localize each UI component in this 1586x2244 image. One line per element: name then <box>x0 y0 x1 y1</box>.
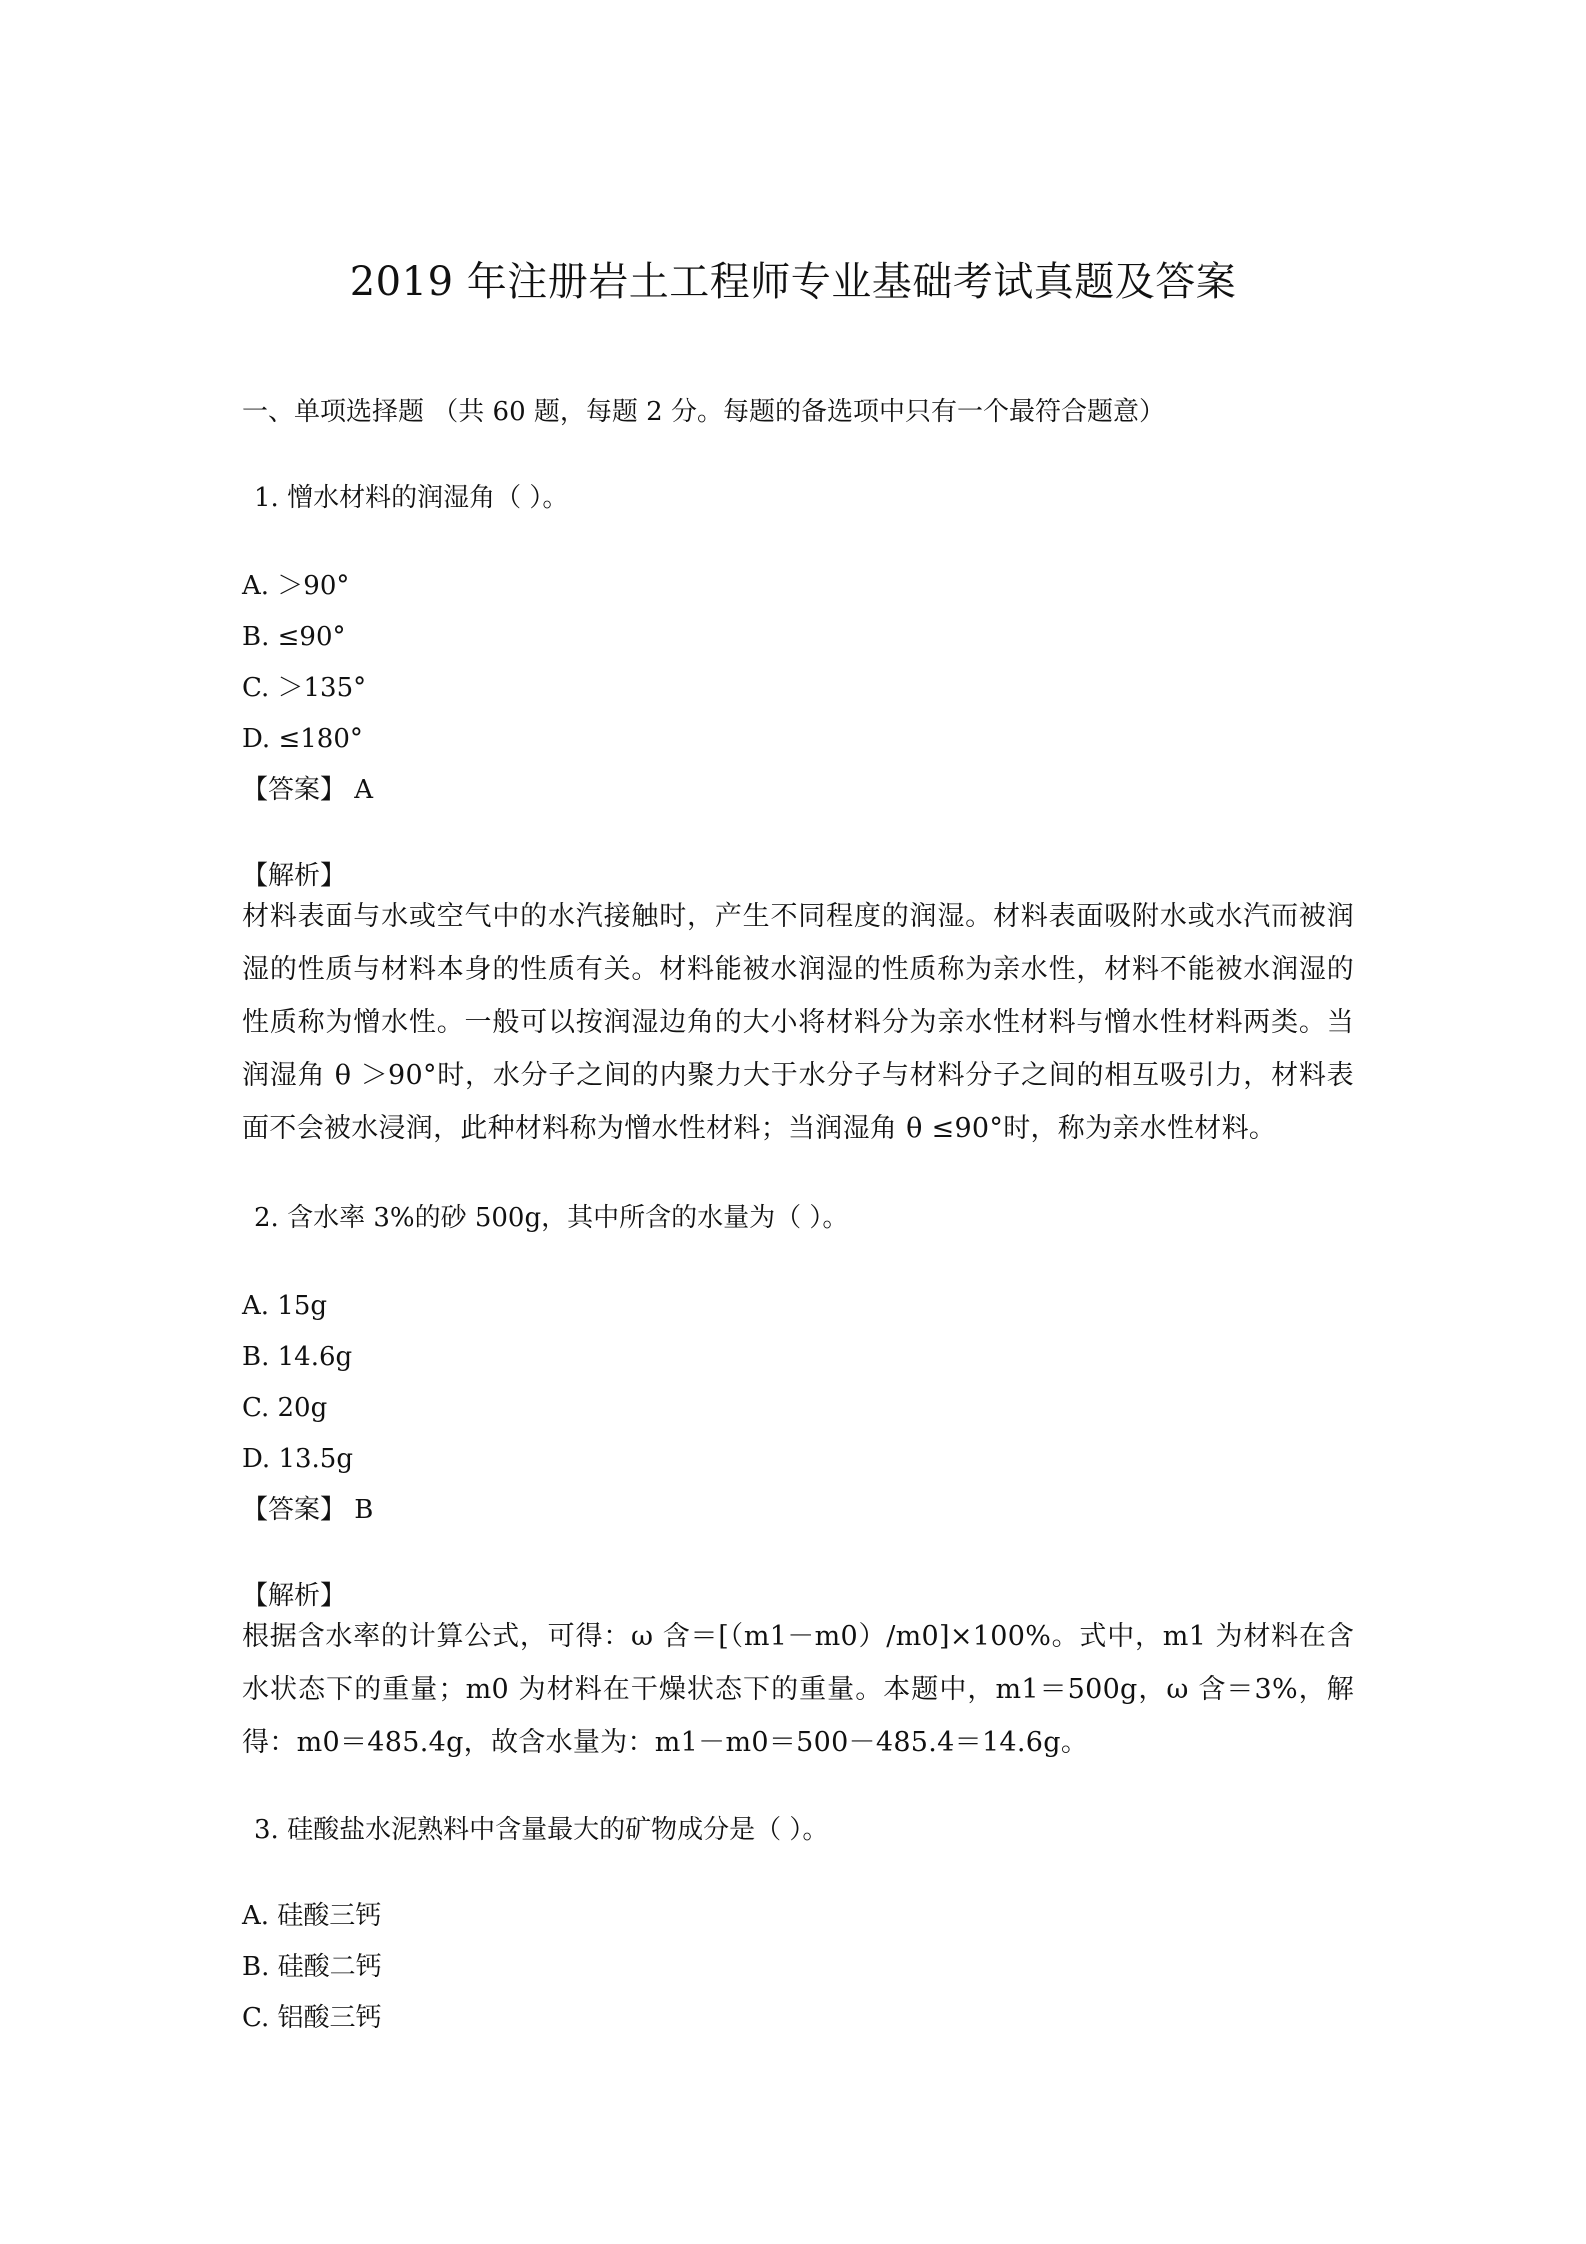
question-2-option-a: A. 15g <box>242 1291 328 1321</box>
question-1-option-c: C. ＞135° <box>242 673 367 703</box>
question-2-answer: 【答案】 B <box>242 1495 374 1525</box>
question-1-answer: 【答案】 A <box>242 775 374 805</box>
question-1-option-b: B. ≤90° <box>242 622 346 652</box>
question-2-option-c: C. 20g <box>242 1393 328 1423</box>
section-heading: 一、单项选择题 （共 60 题，每题 2 分。每题的备选项中只有一个最符合题意） <box>242 397 1165 427</box>
question-2-analysis-title: 【解析】 <box>242 1581 347 1611</box>
question-1-stem: 1. 憎水材料的润湿角（ ）。 <box>254 483 569 513</box>
document-title: 2019 年注册岩土工程师专业基础考试真题及答案 <box>349 259 1237 305</box>
question-1-analysis-title: 【解析】 <box>242 861 347 891</box>
question-2-option-d: D. 13.5g <box>242 1444 353 1474</box>
question-3-stem: 3. 硅酸盐水泥熟料中含量最大的矿物成分是（ ）。 <box>254 1815 829 1845</box>
question-1-analysis: 材料表面与水或空气中的水汽接触时，产生不同程度的润湿。材料表面吸附水或水汽而被润湿的性质与材料本身的性质有关。材料能被水润湿的性质称为亲水性，材料不能被水润湿的性质称为憎水性。一般可以按润湿边角的大小将材料分为亲水性材料与憎水性材料两类。当润湿角 θ ＞90°时，水分子之间的内聚力大于水分子与材料分子之间的相互吸引力，材料表面不会被水浸润，此种材料称为憎水性材料；当润湿角 θ ≤90°时，称为亲水性材料。 <box>242 901 1354 1144</box>
question-2-analysis: 根据含水率的计算公式，可得：ω 含＝[（m1－m0）/m0]×100%。式中，m1 为材料在含水状态下的重量；m0 为材料在干燥状态下的重量。本题中，m1＝500g，ω 含＝3%，解得：m0＝485.4g，故含水量为：m1－m0＝500－485.4＝14.6g。 <box>242 1621 1354 1758</box>
question-2-option-b: B. 14.6g <box>242 1342 353 1372</box>
question-1-option-d: D. ≤180° <box>242 724 363 754</box>
question-3-option-c: C. 铝酸三钙 <box>242 2003 382 2033</box>
question-2-stem: 2. 含水率 3%的砂 500g，其中所含的水量为（ ）。 <box>254 1203 849 1233</box>
question-3-option-b: B. 硅酸二钙 <box>242 1952 382 1982</box>
question-3-option-a: A. 硅酸三钙 <box>242 1901 382 1931</box>
question-1-option-a: A. ＞90° <box>242 571 350 601</box>
